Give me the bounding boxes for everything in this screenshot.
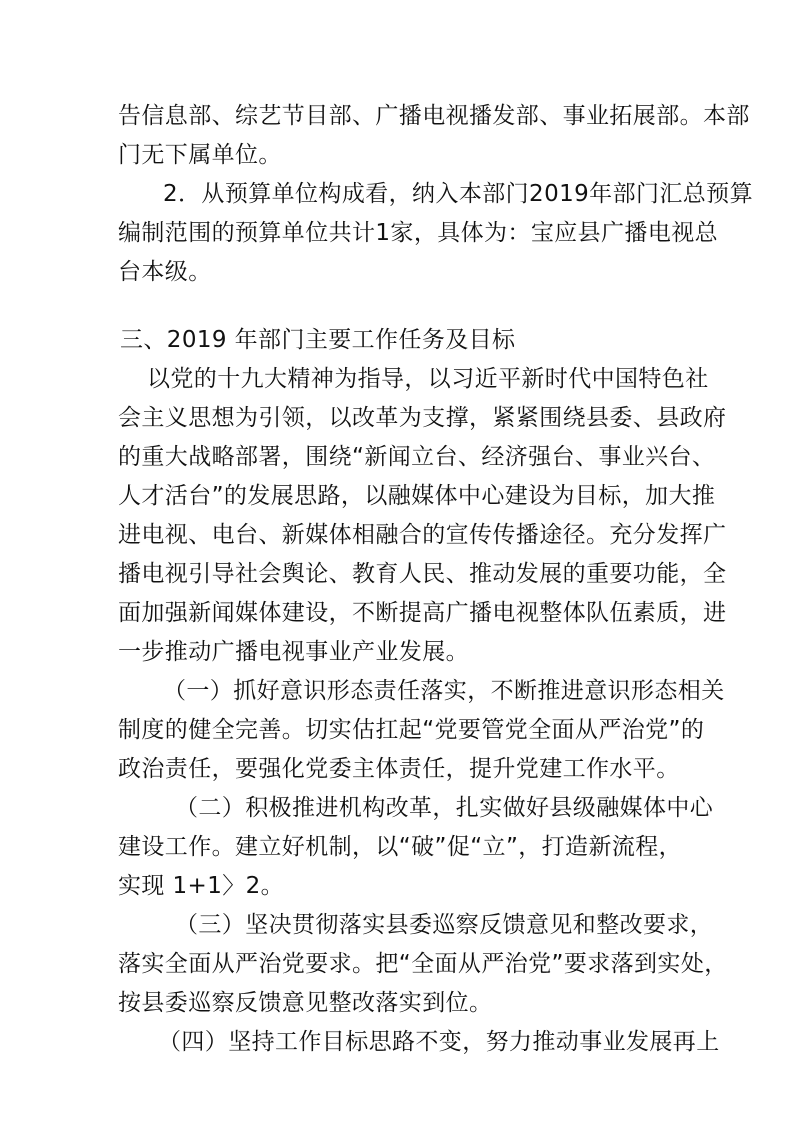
text-line: 建设工作。建立好机制，以“破”促“立”，打造新流程， [118,834,683,860]
text-line: 政治责任，要强化党委主体责任，提升党建工作水平。 [118,756,680,782]
text-line: （二）积极推进机构改革，扎实做好县级融媒体中心 [175,795,714,821]
text-line: 告信息部、综艺节目部、广播电视播发部、事业拓展部。本部 [118,103,750,129]
text-line: 落实全面从严治党要求。把“全面从严治党”要求落到实处， [118,951,728,977]
section-heading: 三、2019 年部门主要工作任务及目标 [120,327,516,353]
text-line: 台本级。 [118,259,212,285]
text-line: 2．从预算单位构成看，纳入本部门2019年部门汇总预算 [163,181,753,207]
text-line: 以党的十九大精神为指导，以习近平新时代中国特色社 [147,366,709,392]
text-line: 编制范围的预算单位共计1家，具体为：宝应县广播电视总 [118,220,719,246]
text-line: 会主义思想为引领，以改革为支撑，紧紧围绕县委、县政府 [118,405,727,431]
text-line: 门无下属单位。 [118,142,282,168]
text-line: （一）抓好意识形态责任落实，不断推进意识形态相关 [163,678,725,704]
text-line: 制度的健全完善。切实估扛起“党要管党全面从严治党”的 [118,717,705,743]
text-line: 的重大战略部署，围绕“新闻立台、经济强台、事业兴台、 [118,444,716,470]
text-line: 一步推动广播电视事业产业发展。 [118,639,469,665]
text-line: 播电视引导社会舆论、教育人民、推动发展的重要功能，全 [118,561,727,587]
text-line: （四）坚持工作目标思路不变，努力推动事业发展再上 [158,1029,720,1055]
text-line: 实现 1+1〉2。 [118,873,285,899]
text-line: 进电视、电台、新媒体相融合的宣传传播途径。充分发挥广 [118,522,727,548]
text-line: （三）坚决贯彻落实县委巡察反馈意见和整改要求， [175,912,714,938]
text-line: 人才活台”的发展思路，以融媒体中心建设为目标，加大推 [118,483,716,509]
text-line: 面加强新闻媒体建设，不断提高广播电视整体队伍素质，进 [118,600,727,626]
text-line: 按县委巡察反馈意见整改落实到位。 [118,990,493,1016]
